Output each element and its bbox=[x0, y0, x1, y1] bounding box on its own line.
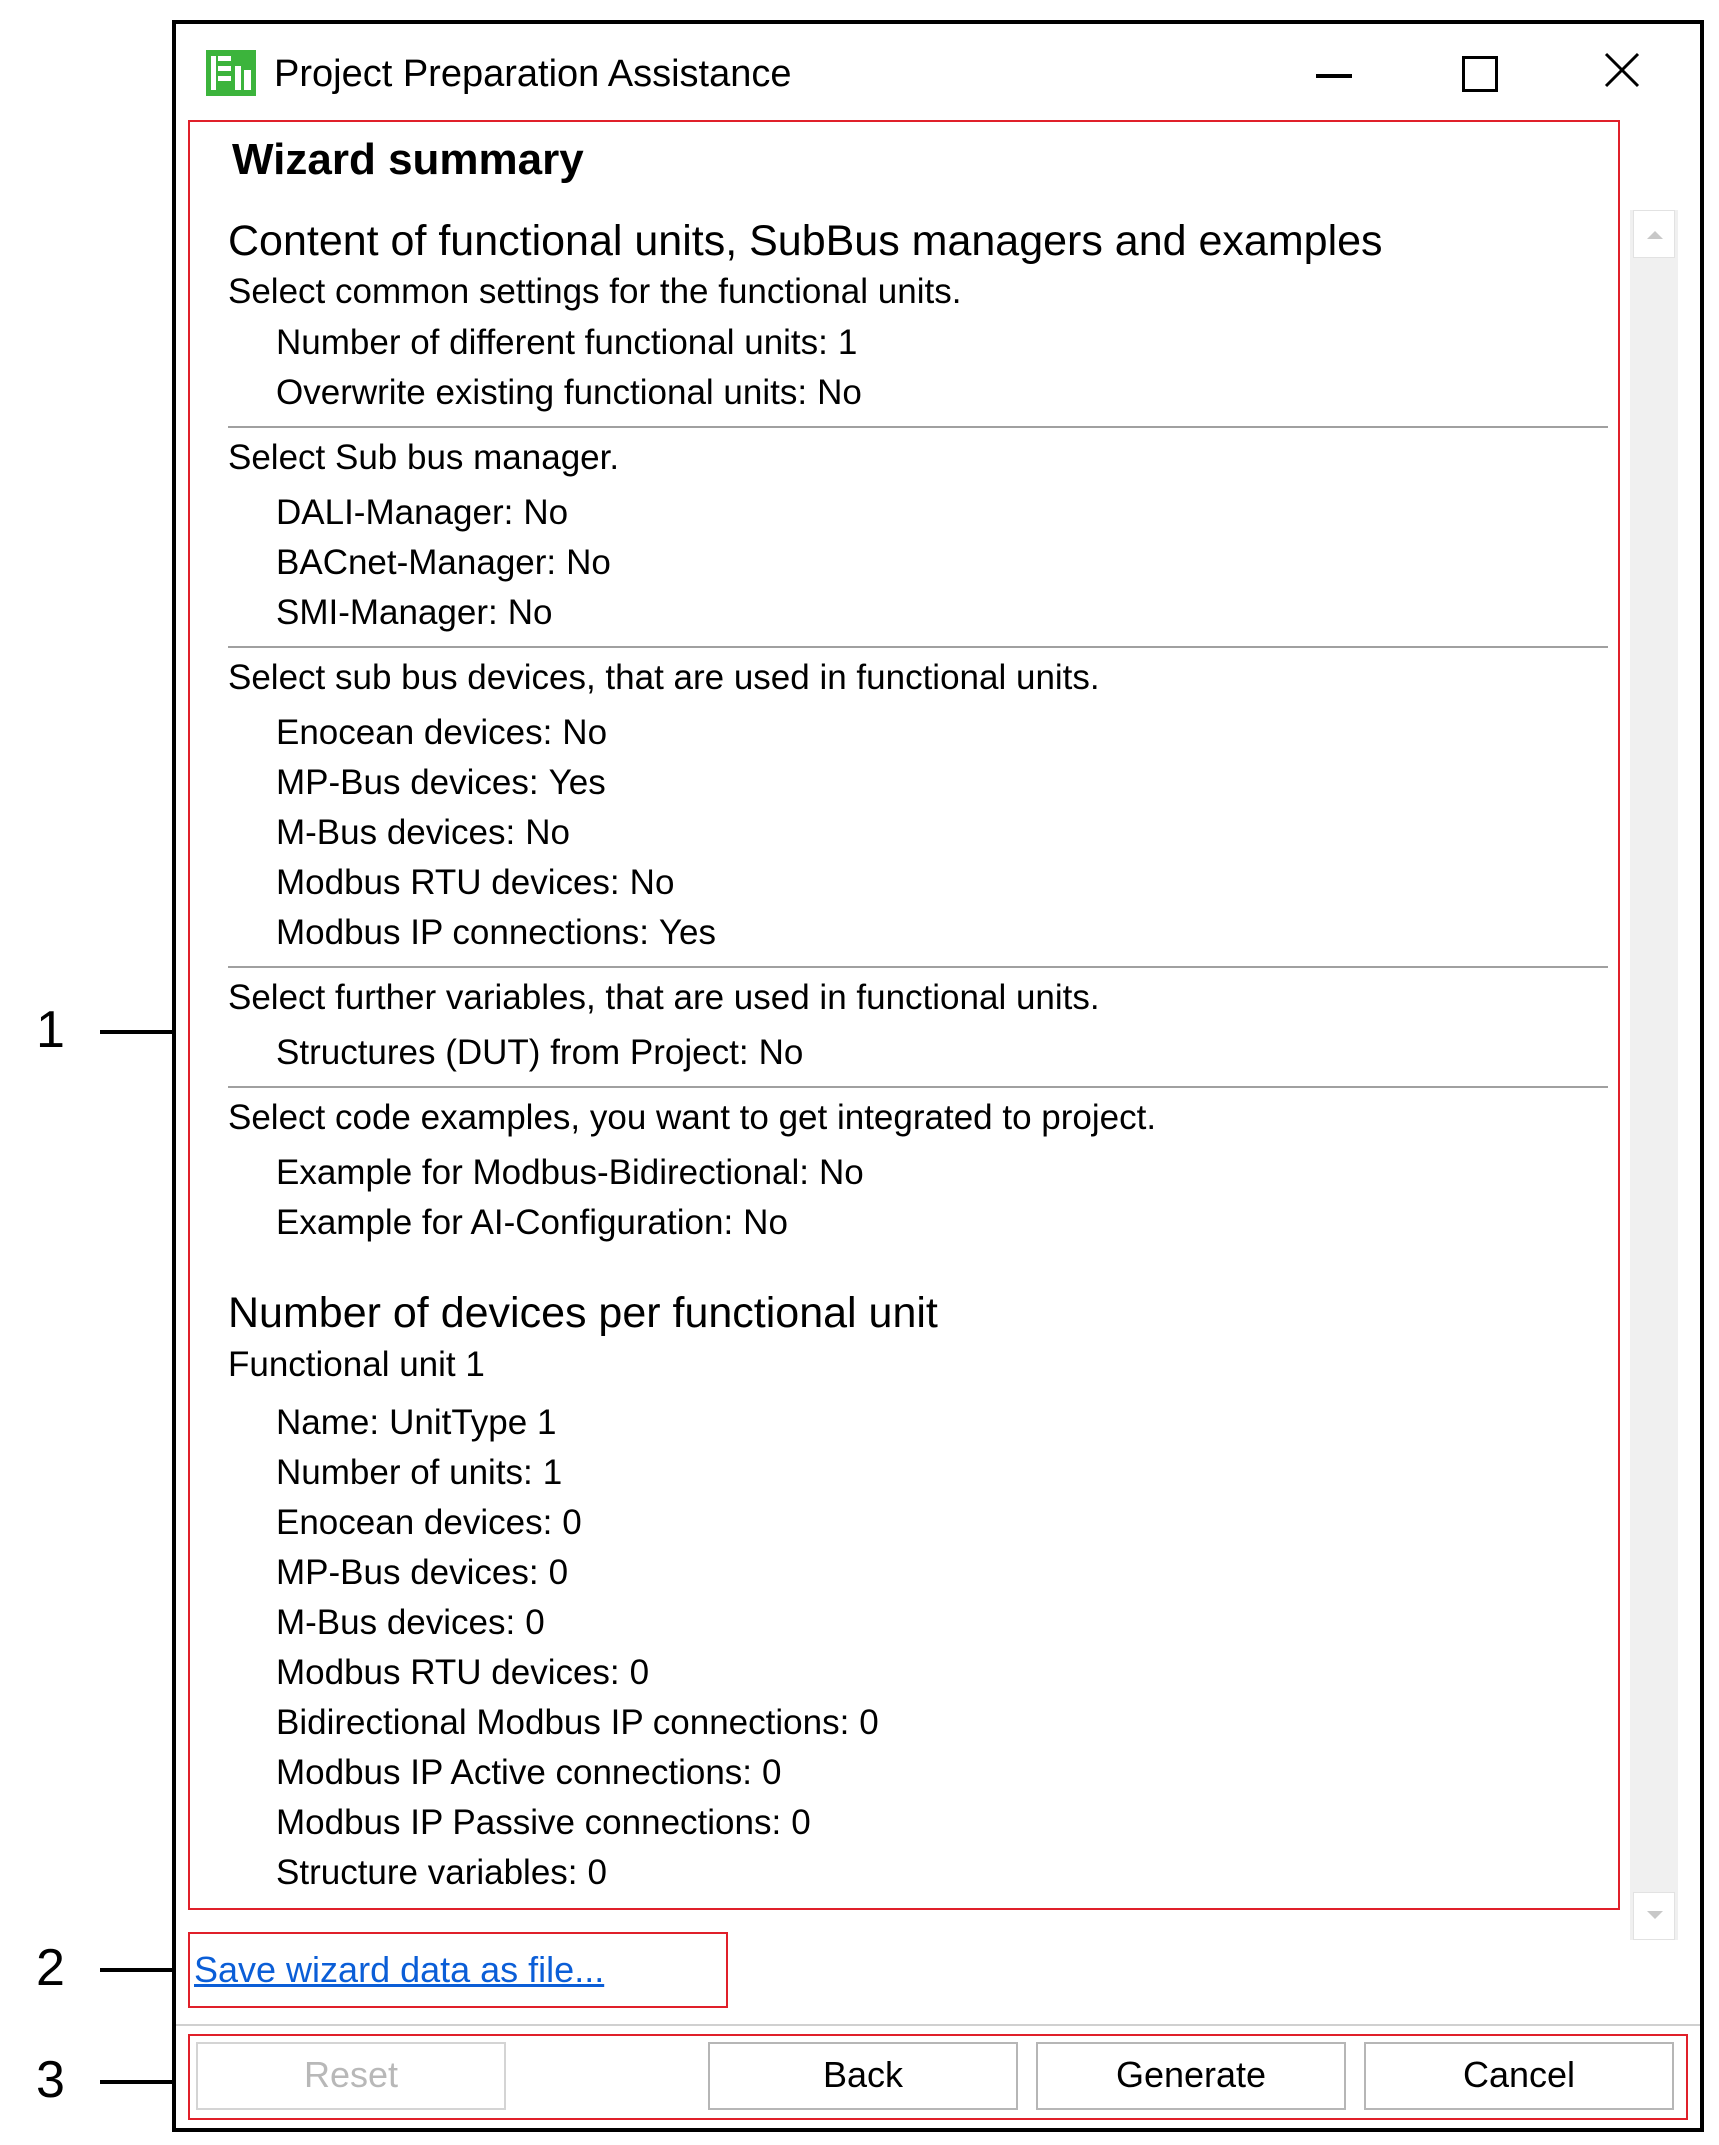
group-common-settings bbox=[228, 268, 1608, 428]
summary-row: Modbus IP connections: Yes bbox=[276, 913, 717, 952]
summary-row: Example for AI-Configuration: No bbox=[276, 1203, 788, 1242]
group-code-examples bbox=[228, 1088, 1608, 1256]
button-separator bbox=[176, 2024, 1700, 2026]
group-sub-bus-manager bbox=[228, 428, 1608, 648]
chevron-up-icon bbox=[1647, 229, 1663, 239]
functional-unit-title: Functional unit 1 bbox=[228, 1345, 485, 1384]
close-icon bbox=[1602, 50, 1642, 90]
summary-row: MP-Bus devices: Yes bbox=[276, 763, 606, 802]
summary-row: M-Bus devices: No bbox=[276, 813, 570, 852]
save-wizard-area bbox=[188, 1932, 728, 2008]
functional-unit-details bbox=[228, 1398, 1608, 1898]
callout-1: 1 bbox=[36, 1001, 65, 1059]
chevron-down-icon bbox=[1647, 1911, 1663, 1921]
wizard-summary-panel bbox=[188, 120, 1620, 1910]
title-bar bbox=[176, 24, 1700, 122]
summary-content bbox=[228, 132, 1608, 1898]
scroll-up-button[interactable] bbox=[1633, 210, 1675, 258]
back-button[interactable]: Back bbox=[708, 2042, 1018, 2110]
summary-row: Enocean devices: No bbox=[276, 713, 608, 752]
group-sub-bus-devices bbox=[228, 648, 1608, 968]
summary-title: Wizard summary bbox=[232, 135, 584, 184]
group-title: Select code examples, you want to get integrated to project. bbox=[228, 1098, 1157, 1137]
scroll-down-button[interactable] bbox=[1633, 1892, 1675, 1940]
cancel-button[interactable]: Cancel bbox=[1364, 2042, 1674, 2110]
summary-row: Name: UnitType 1 bbox=[276, 1403, 557, 1442]
summary-row: Modbus IP Passive connections: 0 bbox=[276, 1803, 811, 1842]
save-wizard-data-link[interactable]: Save wizard data as file... bbox=[194, 1949, 605, 1990]
maximize-icon bbox=[1462, 56, 1498, 92]
window-title: Project Preparation Assistance bbox=[274, 53, 792, 95]
summary-row: Overwrite existing functional units: No bbox=[276, 373, 862, 412]
maximize-button[interactable] bbox=[1432, 42, 1528, 106]
vertical-scrollbar[interactable] bbox=[1630, 210, 1678, 1940]
summary-row: BACnet-Manager: No bbox=[276, 543, 611, 582]
wizard-window bbox=[172, 20, 1704, 2132]
close-button[interactable] bbox=[1574, 42, 1670, 106]
summary-row: Number of units: 1 bbox=[276, 1453, 563, 1492]
summary-row: Modbus RTU devices: No bbox=[276, 863, 675, 902]
section-heading-devices: Number of devices per functional unit bbox=[228, 1289, 938, 1337]
group-further-variables bbox=[228, 968, 1608, 1088]
summary-row: Modbus RTU devices: 0 bbox=[276, 1653, 650, 1692]
button-bar bbox=[188, 2034, 1688, 2120]
summary-row: Structures (DUT) from Project: No bbox=[276, 1033, 804, 1072]
app-icon bbox=[206, 50, 256, 96]
reset-button[interactable]: Reset bbox=[196, 2042, 506, 2110]
summary-row: M-Bus devices: 0 bbox=[276, 1603, 545, 1642]
summary-row: Enocean devices: 0 bbox=[276, 1503, 582, 1542]
summary-row: Structure variables: 0 bbox=[276, 1853, 607, 1892]
generate-button[interactable]: Generate bbox=[1036, 2042, 1346, 2110]
summary-row: Modbus IP Active connections: 0 bbox=[276, 1753, 782, 1792]
summary-row: MP-Bus devices: 0 bbox=[276, 1553, 569, 1592]
summary-row: SMI-Manager: No bbox=[276, 593, 553, 632]
section-heading-content: Content of functional units, SubBus managers and examples bbox=[228, 217, 1383, 265]
summary-row: Example for Modbus-Bidirectional: No bbox=[276, 1153, 864, 1192]
minimize-button[interactable] bbox=[1286, 42, 1382, 106]
group-title: Select common settings for the functional units. bbox=[228, 272, 962, 311]
summary-row: Bidirectional Modbus IP connections: 0 bbox=[276, 1703, 879, 1742]
group-title: Select Sub bus manager. bbox=[228, 438, 620, 477]
minimize-icon bbox=[1316, 74, 1352, 78]
group-title: Select sub bus devices, that are used in functional units. bbox=[228, 658, 1100, 697]
callout-2: 2 bbox=[36, 1939, 65, 1997]
callout-3: 3 bbox=[36, 2051, 65, 2109]
summary-row: DALI-Manager: No bbox=[276, 493, 569, 532]
group-title: Select further variables, that are used in functional units. bbox=[228, 978, 1100, 1017]
summary-row: Number of different functional units: 1 bbox=[276, 323, 858, 362]
